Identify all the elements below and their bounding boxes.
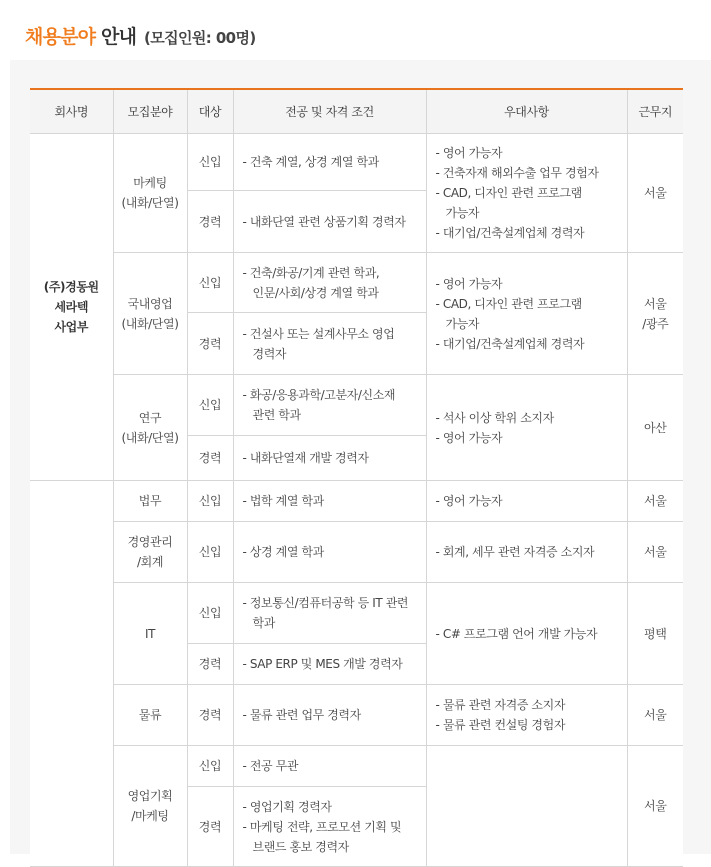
target-cell: 신입 — [187, 134, 233, 191]
target-cell: 신입 — [187, 746, 233, 787]
header-field: 모집분야 — [113, 89, 187, 134]
requirement-cell: - 건설사 또는 설계사무소 영업 경력자 — [233, 313, 426, 375]
table-row — [30, 253, 683, 313]
target-cell: 경력 — [187, 685, 233, 746]
target-cell: 신입 — [187, 522, 233, 583]
target-cell: 신입 — [187, 481, 233, 522]
field-cell: 법무 — [113, 481, 187, 522]
field-cell: 마케팅 (내화/단열) — [113, 134, 187, 253]
header-target: 대상 — [187, 89, 233, 134]
title-accent: 채용분야 — [25, 26, 96, 48]
preference-cell: - 물류 관련 자격증 소지자 - 물류 관련 컨설팅 경험자 — [426, 685, 627, 746]
requirement-cell: - 영업기획 경력자 - 마케팅 전략, 프로모션 기획 및 브랜드 홍보 경력자 — [233, 787, 426, 867]
company-cell: (주)경동원 세라텍 사업부 — [30, 134, 113, 481]
table-row — [30, 481, 683, 522]
field-cell: IT — [113, 583, 187, 685]
requirement-cell: - 화공/응용과학/고분자/신소재 관련 학과 — [233, 375, 426, 436]
preference-cell — [426, 746, 627, 867]
recruitment-table — [30, 88, 683, 867]
page-title — [25, 22, 256, 49]
target-cell: 경력 — [187, 644, 233, 685]
target-cell: 경력 — [187, 313, 233, 375]
location-cell: 평택 — [627, 583, 683, 685]
location-cell: 서울 — [627, 522, 683, 583]
requirement-cell: - 정보통신/컴퓨터공학 등 IT 관련 학과 — [233, 583, 426, 644]
requirement-cell: - 내화단열 관련 상품기획 경력자 — [233, 191, 426, 253]
field-cell: 영업기획 /마케팅 — [113, 746, 187, 867]
requirement-cell: - 상경 계열 학과 — [233, 522, 426, 583]
requirement-cell: - 건축/화공/기계 관련 학과, 인문/사회/상경 계열 학과 — [233, 253, 426, 313]
location-cell: 서울 — [627, 481, 683, 522]
header-preference: 우대사항 — [426, 89, 627, 134]
location-cell: 서울 — [627, 746, 683, 867]
table-row — [30, 522, 683, 583]
table-row — [30, 583, 683, 644]
header-company: 회사명 — [30, 89, 113, 134]
header-location: 근무지 — [627, 89, 683, 134]
table-header-row — [30, 89, 683, 134]
preference-cell: - 영어 가능자 - 건축자재 해외수출 업무 경험자 - CAD, 디자인 관련 프로그램 가능자 - 대기업/건축설계업체 경력자 — [426, 134, 627, 253]
preference-cell: - 회계, 세무 관련 자격증 소지자 — [426, 522, 627, 583]
target-cell: 경력 — [187, 191, 233, 253]
target-cell: 신입 — [187, 583, 233, 644]
field-cell: 물류 — [113, 685, 187, 746]
preference-cell: - 영어 가능자 - CAD, 디자인 관련 프로그램 가능자 - 대기업/건축설계업체 경력자 — [426, 253, 627, 375]
header-requirements: 전공 및 자격 조건 — [233, 89, 426, 134]
location-cell: 서울 — [627, 134, 683, 253]
target-cell: 신입 — [187, 253, 233, 313]
target-cell: 경력 — [187, 436, 233, 481]
location-cell: 아산 — [627, 375, 683, 481]
location-cell: 서울 — [627, 685, 683, 746]
requirement-cell: - 내화단열재 개발 경력자 — [233, 436, 426, 481]
table-row — [30, 746, 683, 787]
requirement-cell: - 물류 관련 업무 경력자 — [233, 685, 426, 746]
title-main: 안내 — [101, 26, 137, 48]
table-row — [30, 134, 683, 191]
location-cell: 서울 /광주 — [627, 253, 683, 375]
preference-cell: - 영어 가능자 — [426, 481, 627, 522]
company-cell-2 — [30, 481, 113, 867]
requirement-cell: - 전공 무관 — [233, 746, 426, 787]
target-cell: 경력 — [187, 787, 233, 867]
table-row — [30, 685, 683, 746]
field-cell: 경영관리 /회계 — [113, 522, 187, 583]
preference-cell: - C# 프로그램 언어 개발 가능자 — [426, 583, 627, 685]
requirement-cell: - 건축 계열, 상경 계열 학과 — [233, 134, 426, 191]
title-sub: (모집인원: 00명) — [143, 29, 256, 47]
target-cell: 신입 — [187, 375, 233, 436]
requirement-cell: - 법학 계열 학과 — [233, 481, 426, 522]
field-cell: 국내영업 (내화/단열) — [113, 253, 187, 375]
preference-cell: - 석사 이상 학위 소지자 - 영어 가능자 — [426, 375, 627, 481]
table-row — [30, 375, 683, 436]
requirement-cell: - SAP ERP 및 MES 개발 경력자 — [233, 644, 426, 685]
field-cell: 연구 (내화/단열) — [113, 375, 187, 481]
